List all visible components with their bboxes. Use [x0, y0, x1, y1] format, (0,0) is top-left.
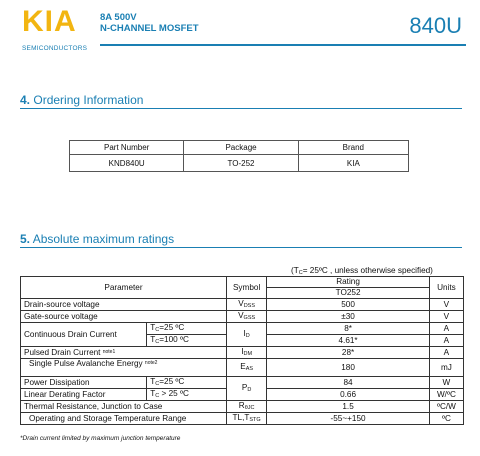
unit-cell: ºC — [429, 413, 463, 425]
param-cell: Drain-source voltage — [21, 299, 227, 311]
table-row — [21, 377, 464, 389]
symbol-cell: $I_{DM}$ — [226, 347, 266, 359]
value-cell: 1.5 — [267, 401, 430, 413]
ordering-header-row — [70, 141, 409, 155]
param-cell: Thermal Resistance, Junction to Case — [21, 401, 227, 413]
value-cell: 8* — [267, 323, 430, 335]
symbol-cell: $P_D$ — [226, 377, 266, 401]
device-spec — [100, 12, 199, 34]
table-row — [21, 359, 464, 377]
condition-cell: $T_C=25$ ºC — [147, 377, 227, 389]
section-number: 5. — [20, 232, 31, 246]
header-rule — [100, 44, 466, 46]
value-cell: 180 — [267, 359, 430, 377]
condition-cell: $T_C=100$ ºC — [147, 335, 227, 347]
value-cell: 0.66 — [267, 389, 430, 401]
header-symbol: Symbol — [226, 277, 266, 299]
section-ordering-title — [20, 93, 143, 107]
header-rating: Rating — [267, 277, 430, 288]
section-rule — [20, 108, 462, 109]
ratings-header-row — [21, 277, 464, 288]
header-package: TO252 — [267, 288, 430, 299]
table-row — [21, 311, 464, 323]
header-part-number: Part Number — [70, 141, 184, 155]
spec-type: N-CHANNEL MOSFET — [100, 23, 199, 34]
section-rule — [20, 247, 462, 248]
part-number-title: 840U — [409, 13, 462, 38]
unit-cell: W/ºC — [429, 389, 463, 401]
cell-brand: KIA — [298, 155, 408, 172]
value-cell: 84 — [267, 377, 430, 389]
symbol-cell: $V_{GSS}$ — [226, 311, 266, 323]
param-cell: Power Dissipation — [21, 377, 147, 389]
value-cell: 4.61* — [267, 335, 430, 347]
company-logo: KIA — [22, 5, 77, 38]
symbol-cell: $V_{DSS}$ — [226, 299, 266, 311]
value-cell: -55~+150 — [267, 413, 430, 425]
param-cell: Continuous Drain Current — [21, 323, 147, 347]
footnote: *Drain current limited by maximum junction temperature — [20, 435, 181, 442]
ratings-table — [20, 276, 464, 425]
unit-cell: V — [429, 299, 463, 311]
section-number: 4. — [20, 93, 31, 107]
header-parameter: Parameter — [21, 277, 227, 299]
table-row — [21, 413, 464, 425]
table-row — [21, 323, 464, 335]
symbol-cell: $TL,T_{STG}$ — [226, 413, 266, 425]
unit-cell: ºC/W — [429, 401, 463, 413]
unit-cell: W — [429, 377, 463, 389]
value-cell: 500 — [267, 299, 430, 311]
value-cell: 28* — [267, 347, 430, 359]
cell-part-number: KND840U — [70, 155, 184, 172]
param-cell: Operating and Storage Temperature Range — [21, 413, 227, 425]
header-package: Package — [184, 141, 298, 155]
ordering-data-row — [70, 155, 409, 172]
logo-subtitle: SEMICONDUCTORS — [22, 45, 88, 52]
param-cell: Pulsed Drain Current $^{note1}$ — [21, 347, 227, 359]
condition-cell: $T_C > 25$ ºC — [147, 389, 227, 401]
section-label: Ordering Information — [33, 93, 144, 107]
header-units: Units — [429, 277, 463, 299]
value-cell: ±30 — [267, 311, 430, 323]
unit-cell: mJ — [429, 359, 463, 377]
param-cell: Linear Derating Factor — [21, 389, 147, 401]
conditions-note: ($T_C=$ 25ºC , unless otherwise specified) — [291, 266, 433, 276]
table-row — [21, 299, 464, 311]
symbol-cell: $R_{\theta JC}$ — [226, 401, 266, 413]
section-ratings-title — [20, 232, 174, 246]
spec-rating: 8A 500V — [100, 12, 137, 23]
header-brand: Brand — [298, 141, 408, 155]
unit-cell: A — [429, 323, 463, 335]
unit-cell: A — [429, 347, 463, 359]
unit-cell: A — [429, 335, 463, 347]
symbol-cell: $E_{AS}$ — [226, 359, 266, 377]
param-cell: Gate-source voltage — [21, 311, 227, 323]
symbol-cell: $I_D$ — [226, 323, 266, 347]
param-cell: Single Pulse Avalanche Energy $^{note2}$ — [21, 359, 227, 377]
table-row — [21, 347, 464, 359]
condition-cell: $T_C=25$ ºC — [147, 323, 227, 335]
section-label: Absolute maximum ratings — [32, 232, 175, 246]
unit-cell: V — [429, 311, 463, 323]
table-row — [21, 401, 464, 413]
ordering-table — [69, 140, 409, 172]
cell-package: TO-252 — [184, 155, 298, 172]
